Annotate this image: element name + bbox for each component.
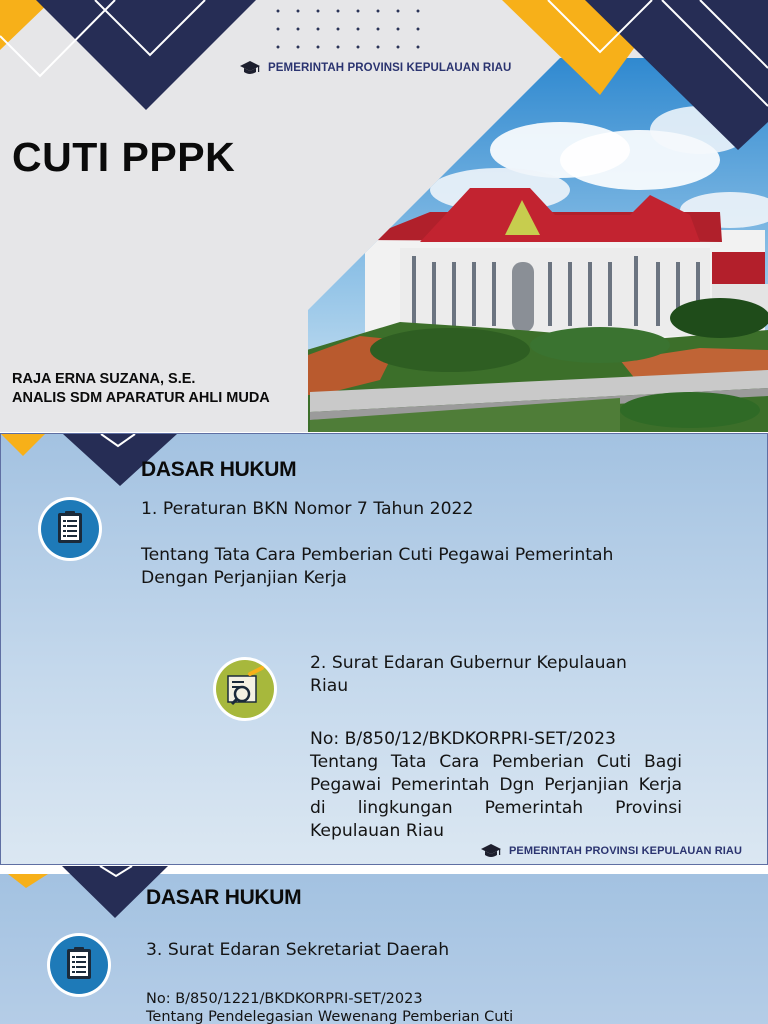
section-heading: DASAR HUKUM bbox=[141, 458, 297, 481]
item-2-desc-line: Kepulauan Riau bbox=[310, 821, 445, 841]
legal-basis-slide-2 bbox=[0, 866, 768, 1024]
item-3-title: 3. Surat Edaran Sekretariat Daerah bbox=[146, 940, 450, 960]
dot-pattern bbox=[268, 2, 428, 60]
author-role: ANALIS SDM APARATUR AHLI MUDA bbox=[12, 390, 270, 406]
clipboard-icon bbox=[37, 496, 103, 562]
item-2-desc-line: Pegawai Pemerintah Dgn Perjanjian Kerja bbox=[310, 775, 682, 795]
item-2-title-line: 2. Surat Edaran Gubernur Kepulauan bbox=[310, 653, 627, 673]
title-slide bbox=[0, 0, 768, 432]
item-1-title: 1. Peraturan BKN Nomor 7 Tahun 2022 bbox=[141, 499, 474, 519]
org-label bbox=[481, 843, 742, 859]
item-1-desc-line: Tentang Tata Cara Pemberian Cuti Pegawai Pemerintah bbox=[141, 545, 614, 565]
org-name: PEMERINTAH PROVINSI KEPULAUAN RIAU bbox=[509, 845, 742, 857]
legal-basis-slide-1 bbox=[0, 433, 768, 865]
item-2-number: No: B/850/12/BKDKORPRI-SET/2023 bbox=[310, 729, 616, 749]
item-1-description bbox=[141, 544, 613, 590]
item-2-description bbox=[310, 728, 682, 843]
author-name: RAJA ERNA SUZANA, S.E. bbox=[12, 371, 196, 387]
graduation-cap-icon bbox=[240, 60, 260, 76]
author-block bbox=[12, 370, 270, 408]
clipboard-icon bbox=[46, 932, 112, 998]
item-3-desc-line: Tentang Pendelegasian Wewenang Pemberian Cuti bbox=[146, 1009, 514, 1024]
item-3-description bbox=[146, 990, 513, 1024]
item-3-number: No: B/850/1221/BKDKORPRI-SET/2023 bbox=[146, 991, 423, 1007]
checklist-magnifier-icon bbox=[212, 656, 278, 722]
item-1-desc-line: Dengan Perjanjian Kerja bbox=[141, 568, 347, 588]
section-heading: DASAR HUKUM bbox=[146, 886, 302, 909]
org-label bbox=[240, 60, 511, 76]
item-2-title bbox=[310, 652, 627, 698]
item-2-desc-line: Tentang Tata Cara Pemberian Cuti Bagi bbox=[310, 752, 682, 772]
presentation-title: CUTI PPPK bbox=[12, 134, 236, 180]
org-name: PEMERINTAH PROVINSI KEPULAUAN RIAU bbox=[268, 62, 512, 74]
item-2-title-line: Riau bbox=[310, 676, 349, 696]
graduation-cap-icon bbox=[481, 843, 501, 859]
item-2-desc-line: di lingkungan Pemerintah Provinsi bbox=[310, 798, 682, 818]
